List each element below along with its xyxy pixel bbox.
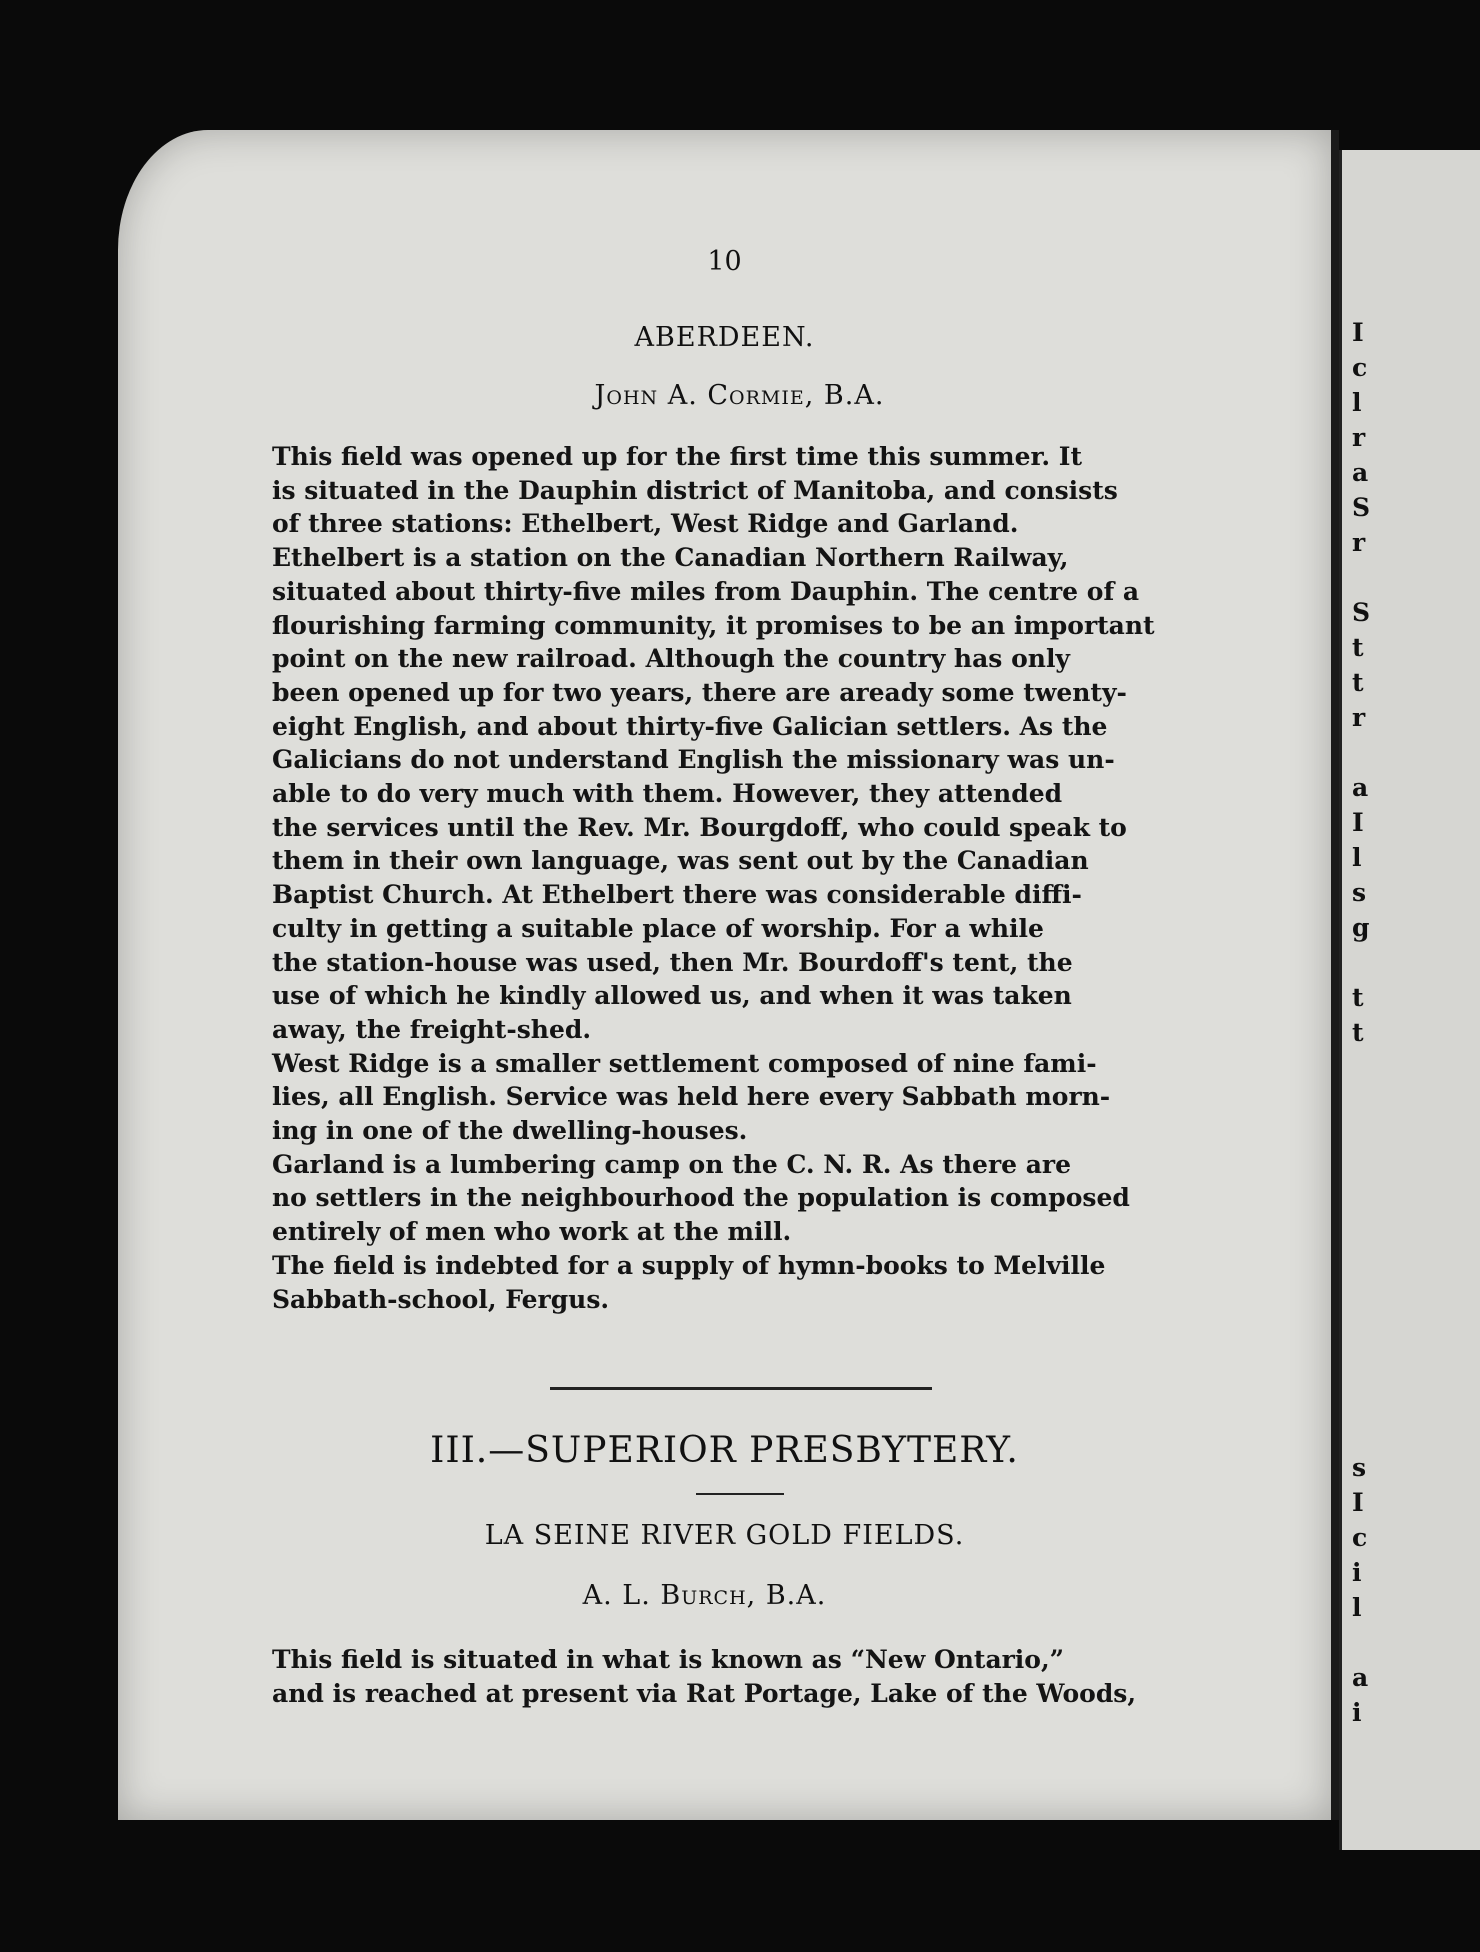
text-line: Sabbath-school, Fergus. [272, 1284, 610, 1314]
book-spine [1331, 130, 1339, 1820]
margin-char: t [1352, 1018, 1364, 1047]
margin-char: i [1352, 1558, 1362, 1587]
text-line: ing in one of the dwelling-houses. [272, 1116, 748, 1146]
text-line: the services until the Rev. Mr. Bourgdoff, who could speak to [272, 812, 1127, 842]
text-line: Ethelbert is a station on the Canadian Northern Railway, [272, 543, 1069, 573]
text-line: entirely of men who work at the mill. [272, 1217, 792, 1247]
document-page [118, 130, 1331, 1820]
margin-char: S [1352, 493, 1371, 522]
text-line: Galicians do not understand English the missionary was un- [272, 745, 1115, 775]
la-seine-body [240, 1643, 1215, 1710]
text-line: lies, all English. Service was held here every Sabbath morn- [272, 1082, 1111, 1112]
text-line: use of which he kindly allowed us, and when it was taken [272, 981, 1072, 1011]
margin-char: r [1352, 703, 1366, 732]
page-number: 10 [707, 246, 742, 277]
margin-char: I [1352, 1488, 1364, 1517]
margin-char: a [1352, 1663, 1369, 1692]
section-title-aberdeen: ABERDEEN. [634, 322, 815, 353]
subsection-title-la-seine: LA SEINE RIVER GOLD FIELDS. [484, 1520, 965, 1551]
text-line: no settlers in the neighbourhood the population is composed [272, 1183, 1130, 1213]
margin-char: c [1352, 353, 1368, 382]
text-line: eight English, and about thirty-five Galician settlers. As the [272, 711, 1108, 741]
section-divider [550, 1387, 932, 1390]
text-line: is situated in the Dauphin district of Manitoba, and consists [272, 475, 1118, 505]
margin-char: t [1352, 668, 1364, 697]
text-line: West Ridge is a smaller settlement composed of nine fami- [272, 1048, 1097, 1078]
text-line: Garland is a lumbering camp on the C. N. R. As there are [272, 1149, 1072, 1179]
text-line: Baptist Church. At Ethelbert there was considerable diffi- [272, 880, 1082, 910]
margin-char: i [1352, 1698, 1362, 1727]
margin-char: l [1352, 843, 1362, 872]
text-line: point on the new railroad. Although the country has only [272, 644, 1070, 674]
margin-char: I [1352, 808, 1364, 837]
margin-char: s [1352, 878, 1367, 907]
margin-char: t [1352, 633, 1364, 662]
margin-char: l [1352, 388, 1362, 417]
margin-char: g [1352, 913, 1370, 942]
text-line: them in their own language, was sent out by the Canadian [272, 846, 1089, 876]
margin-char: I [1352, 318, 1364, 347]
margin-char: r [1352, 423, 1366, 452]
author-cormie: John A. Cormie, B.A. [594, 380, 885, 411]
margin-char: s [1352, 1453, 1367, 1482]
text-line: This field is situated in what is known as “New Ontario,” [272, 1645, 1065, 1674]
text-line: The field is indebted for a supply of hymn-books to Melville [272, 1250, 1106, 1280]
aberdeen-body [240, 440, 1215, 1316]
text-line: of three stations: Ethelbert, West Ridge and Garland. [272, 509, 1019, 539]
margin-char: r [1352, 528, 1366, 557]
margin-char: S [1352, 598, 1371, 627]
text-line: culty in getting a suitable place of worship. For a while [272, 913, 1044, 943]
margin-char: a [1352, 773, 1369, 802]
text-line: the station-house was used, then Mr. Bourdoff's tent, the [272, 947, 1073, 977]
section-title-superior-presbytery: III.—SUPERIOR PRESBYTERY. [430, 1430, 1019, 1471]
margin-char: a [1352, 458, 1369, 487]
text-line: been opened up for two years, there are aready some twenty- [272, 677, 1127, 707]
short-divider [696, 1493, 784, 1495]
text-line: situated about thirty-five miles from Dauphin. The centre of a [272, 576, 1140, 606]
text-line: away, the freight-shed. [272, 1014, 592, 1044]
margin-char: c [1352, 1523, 1368, 1552]
text-line: and is reached at present via Rat Portage, Lake of the Woods, [272, 1678, 1137, 1708]
text-line: able to do very much with them. However, they attended [272, 779, 1063, 809]
text-line: flourishing farming community, it promises to be an important [272, 610, 1155, 640]
margin-char: l [1352, 1593, 1362, 1622]
margin-char: t [1352, 983, 1364, 1012]
author-burch: A. L. Burch, B.A. [582, 1580, 827, 1611]
text-line: This field was opened up for the first time this summer. It [272, 442, 1083, 471]
